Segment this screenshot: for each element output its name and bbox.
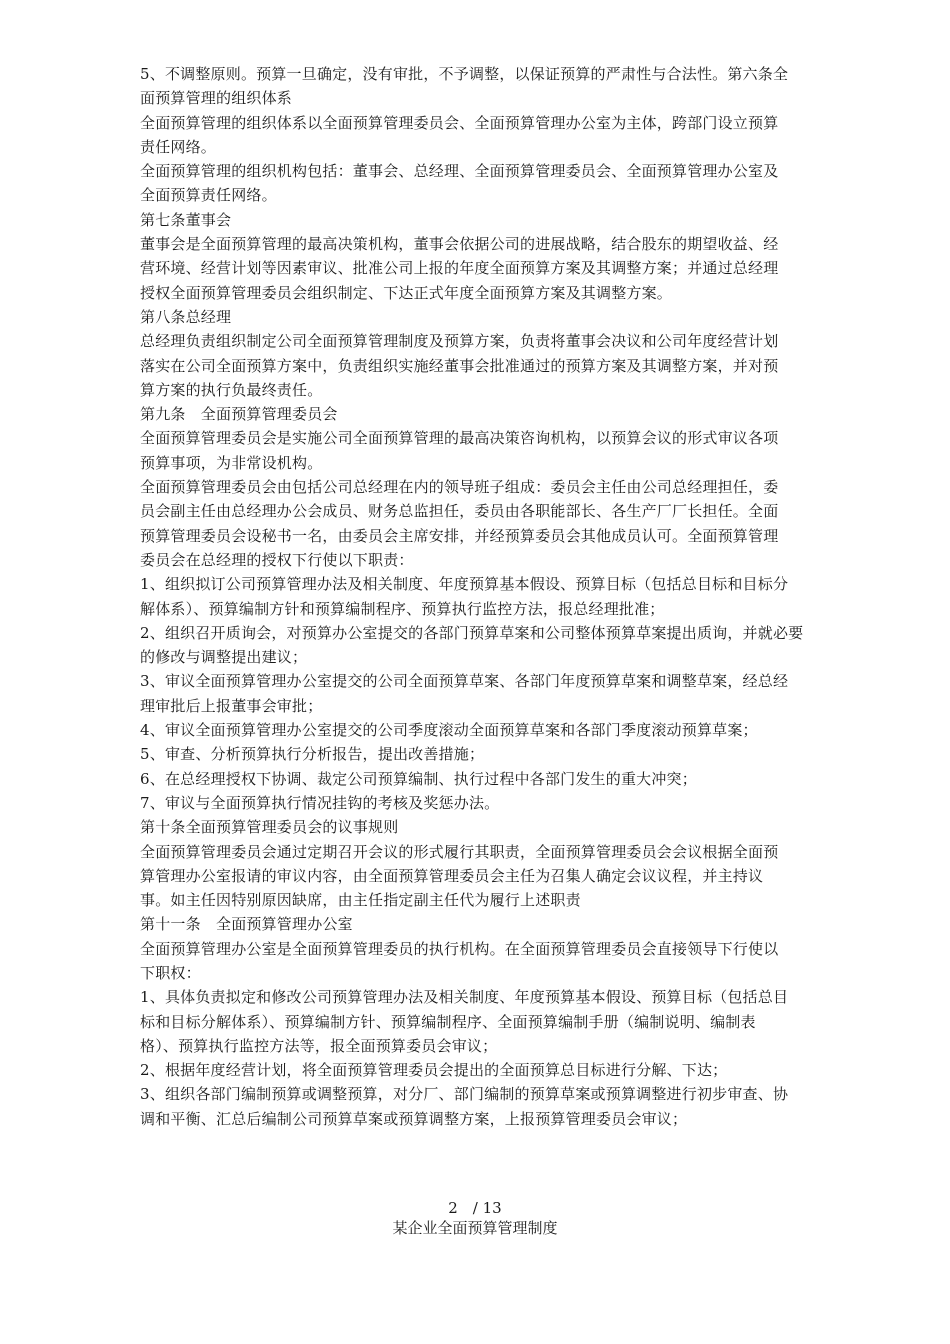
text-line: 解体系）、预算编制方针和预算编制程序、预算执行监控方法，报总经理批准； (140, 599, 665, 618)
text-line: 1、具体负责拟定和修改公司预算管理办法及相关制度、年度预算基本假设、预算目标（包括总目 (140, 988, 789, 1007)
text-line: 预算事项，为非常设机构。 (140, 453, 323, 472)
text-line: 委员会在总经理的授权下行使以下职责： (140, 550, 414, 569)
text-line: 6、在总经理授权下协调、裁定公司预算编制、执行过程中各部门发生的重大冲突； (140, 769, 697, 788)
text-line: 5、审查、分析预算执行分析报告，提出改善措施； (140, 745, 485, 764)
text-line: 调和平衡、汇总后编制公司预算草案或预算调整方案，上报预算管理委员会审议； (140, 1109, 688, 1128)
text-line: 第八条总经理 (140, 307, 232, 326)
text-line: 员会副主任由总经理办公会成员、财务总监担任，委员由各职能部长、各生产厂厂长担任。全面 (140, 502, 779, 521)
text-line: 格）、预算执行监控方法等，报全面预算委员会审议； (140, 1036, 498, 1055)
text-line: 责任网络。 (140, 137, 217, 156)
text-line: 授权全面预算管理委员会组织制定、下达正式年度全面预算方案及其调整方案。 (140, 283, 673, 302)
text-line: 事。如主任因特别原因缺席，由主任指定副主任代为履行上述职责 (140, 891, 581, 910)
text-line: 第七条董事会 (140, 210, 232, 229)
page-number: 2 / 13 (448, 1199, 502, 1217)
text-line: 全面预算管理的组织体系以全面预算管理委员会、全面预算管理办公室为主体，跨部门设立预算 (140, 113, 779, 132)
text-line: 下职权： (140, 963, 201, 982)
document-body (140, 62, 820, 1131)
text-line: 5、不调整原则。预算一旦确定，没有审批，不予调整，以保证预算的严肃性与合法性。第六条全 (140, 65, 789, 83)
text-line: 第九条 全面预算管理委员会 (140, 405, 338, 424)
text-line: 4、审议全面预算管理办公室提交的公司季度滚动全面预算草案和各部门季度滚动预算草案； (140, 721, 758, 740)
text-line: 3、组织各部门编制预算或调整预算，对分厂、部门编制的预算草案或预算调整进行初步审查、协 (140, 1085, 789, 1104)
text-line: 营环境、经营计划等因素审议、批准公司上报的年度全面预算方案及其调整方案；并通过总经理 (140, 259, 779, 278)
text-line: 算方案的执行负最终责任。 (140, 380, 323, 399)
text-line: 理审批后上报董事会审批； (140, 696, 323, 715)
text-line: 第十条全面预算管理委员会的议事规则 (140, 818, 399, 837)
text-line: 3、审议全面预算管理办公室提交的公司全面预算草案、各部门年度预算草案和调整草案，经总经 (140, 672, 789, 691)
text-line: 2、组织召开质询会，对预算办公室提交的各部门预算草案和公司整体预算草案提出质询，并就必要 (140, 623, 804, 642)
text-line: 总经理负责组织制定公司全面预算管理制度及预算方案，负责将董事会决议和公司年度经营计划 (140, 332, 779, 351)
text-line: 落实在公司全面预算方案中，负责组织实施经董事会批准通过的预算方案及其调整方案，并对预 (140, 356, 779, 375)
text-line: 全面预算管理委员会通过定期召开会议的形式履行其职责，全面预算管理委员会会议根据全面预 (140, 842, 779, 861)
text-line: 全面预算管理的组织机构包括：董事会、总经理、全面预算管理委员会、全面预算管理办公室及 (140, 162, 779, 181)
text-line: 全面预算管理办公室是全面预算管理委员的执行机构。在全面预算管理委员会直接领导下行使以 (140, 939, 779, 958)
text-line: 面预算管理的组织体系 (140, 89, 293, 108)
text-line: 标和目标分解体系）、预算编制方针、预算编制程序、全面预算编制手册（编制说明、编制表 (140, 1012, 756, 1031)
text-line: 全面预算管理委员会由包括公司总经理在内的领导班子组成：委员会主任由公司总经理担任，委 (140, 478, 779, 497)
text-line: 1、组织拟订公司预算管理办法及相关制度、年度预算基本假设、预算目标（包括总目标和目标分 (140, 575, 789, 594)
text-line: 预算管理委员会设秘书一名，由委员会主席安排，并经预算委员会其他成员认可。全面预算管理 (140, 526, 779, 545)
text-line: 第十一条 全面预算管理办公室 (140, 915, 353, 934)
text-line: 2、根据年度经营计划，将全面预算管理委员会提出的全面预算总目标进行分解、下达； (140, 1061, 728, 1080)
text-line: 7、审议与全面预算执行情况挂钩的考核及奖惩办法。 (140, 793, 500, 812)
text-line: 董事会是全面预算管理的最高决策机构，董事会依据公司的进展战略，结合股东的期望收益、经 (140, 235, 779, 254)
text-line: 全面预算管理委员会是实施公司全面预算管理的最高决策咨询机构，以预算会议的形式审议各项 (140, 429, 779, 448)
text-line: 的修改与调整提出建议； (140, 648, 308, 667)
text-line: 全面预算责任网络。 (140, 186, 277, 205)
document-title: 某企业全面预算管理制度 (392, 1219, 558, 1237)
text-line: 算管理办公室报请的审议内容，由全面预算管理委员会主任为召集人确定会议议程，并主持议 (140, 866, 764, 885)
